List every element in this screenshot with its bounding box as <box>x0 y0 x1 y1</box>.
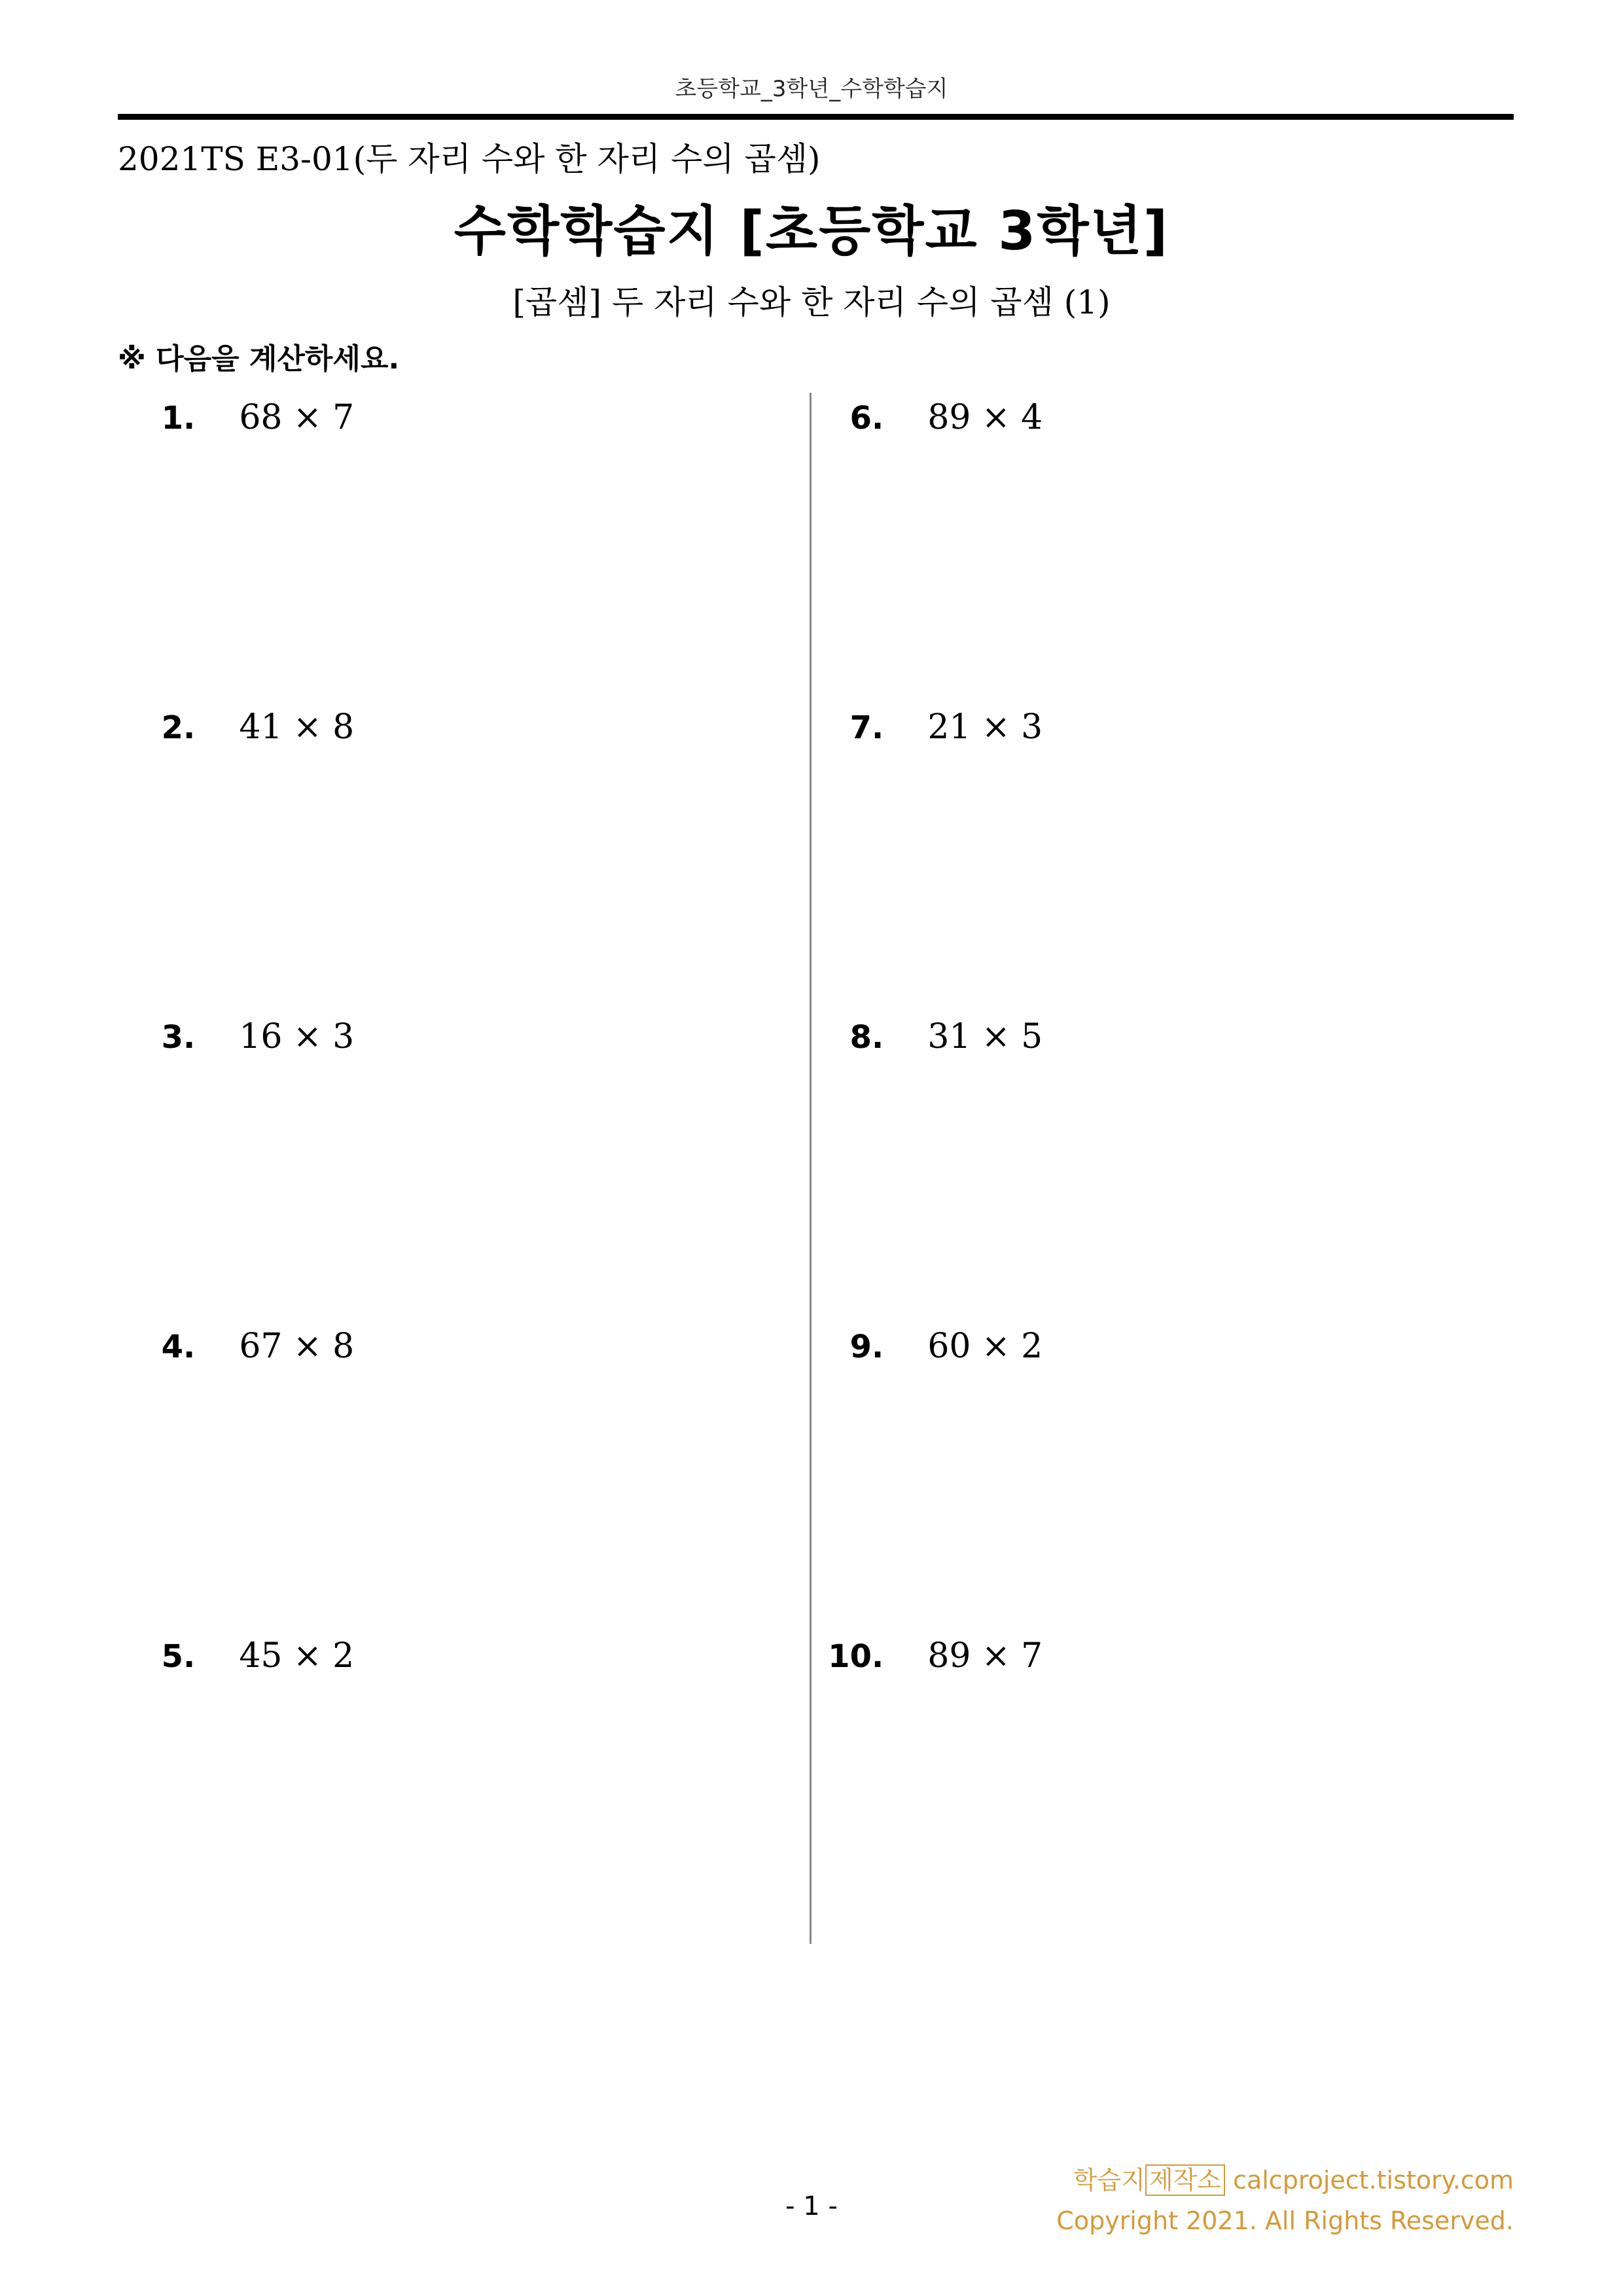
header-divider <box>118 114 1514 120</box>
maker-boxed-label: 제작소 <box>1145 2164 1225 2196</box>
problem-item <box>806 708 1043 747</box>
problem-number: 9 <box>849 1329 872 1365</box>
site-link[interactable]: calcproject.tistory.com <box>1233 2166 1514 2195</box>
problem-number: 6 <box>849 400 872 437</box>
instruction-text: ※ 다음을 계산하세요. <box>118 342 400 376</box>
problem-number-dot: . <box>183 1329 196 1365</box>
problem-expression: 45 × 2 <box>239 1636 355 1676</box>
problem-number: 1 <box>161 400 183 437</box>
problem-number-dot: . <box>872 1329 884 1365</box>
problem-number: 5 <box>161 1638 183 1675</box>
problem-number: 4 <box>161 1329 183 1365</box>
footer-credit <box>1056 2160 1514 2241</box>
problem-number-dot: . <box>872 400 884 437</box>
problem-number-dot: . <box>183 709 196 746</box>
problem-expression: 31 × 5 <box>927 1017 1043 1056</box>
page-title: 수학학습지 [초등학교 3학년] <box>454 200 1169 262</box>
problem-number-dot: . <box>872 1638 884 1675</box>
problem-number-dot: . <box>183 400 196 437</box>
problem-item <box>806 1636 1043 1676</box>
footer-site-line <box>1056 2160 1514 2200</box>
problem-item <box>118 708 354 747</box>
problem-item <box>118 1636 354 1676</box>
problem-number-dot: . <box>183 1638 196 1675</box>
problem-expression: 89 × 4 <box>927 398 1043 437</box>
running-header: 초등학교_3학년_수학학습지 <box>675 76 948 102</box>
maker-prefix: 학습지 <box>1073 2166 1145 2195</box>
column-divider <box>810 393 812 1944</box>
problem-expression: 21 × 3 <box>927 708 1043 747</box>
problem-item <box>118 1327 354 1366</box>
problem-number-dot: . <box>183 1019 196 1056</box>
copyright-text: Copyright 2021. All Rights Reserved. <box>1056 2206 1514 2235</box>
problem-number: 2 <box>161 709 183 746</box>
problem-item <box>806 398 1043 437</box>
problem-number-dot: . <box>872 1019 884 1056</box>
problem-expression: 41 × 8 <box>239 708 355 747</box>
page-subtitle: [곱셈] 두 자리 수와 한 자리 수의 곱셈 (1) <box>512 283 1111 321</box>
problem-number: 10 <box>828 1638 872 1675</box>
problem-item <box>806 1327 1043 1366</box>
problem-number: 8 <box>849 1019 872 1056</box>
problem-expression: 68 × 7 <box>239 398 355 437</box>
document-code: 2021TS E3-01(두 자리 수와 한 자리 수의 곱셈) <box>118 140 821 178</box>
problem-expression: 60 × 2 <box>927 1327 1043 1366</box>
problem-expression: 89 × 7 <box>927 1636 1043 1676</box>
page-number: - 1 - <box>785 2191 838 2221</box>
problem-item <box>118 1017 354 1056</box>
problem-number: 3 <box>161 1019 183 1056</box>
problem-item <box>806 1017 1043 1056</box>
problem-expression: 16 × 3 <box>239 1017 355 1056</box>
problem-number: 7 <box>849 709 872 746</box>
problem-expression: 67 × 8 <box>239 1327 355 1366</box>
problem-number-dot: . <box>872 709 884 746</box>
problem-item <box>118 398 354 437</box>
